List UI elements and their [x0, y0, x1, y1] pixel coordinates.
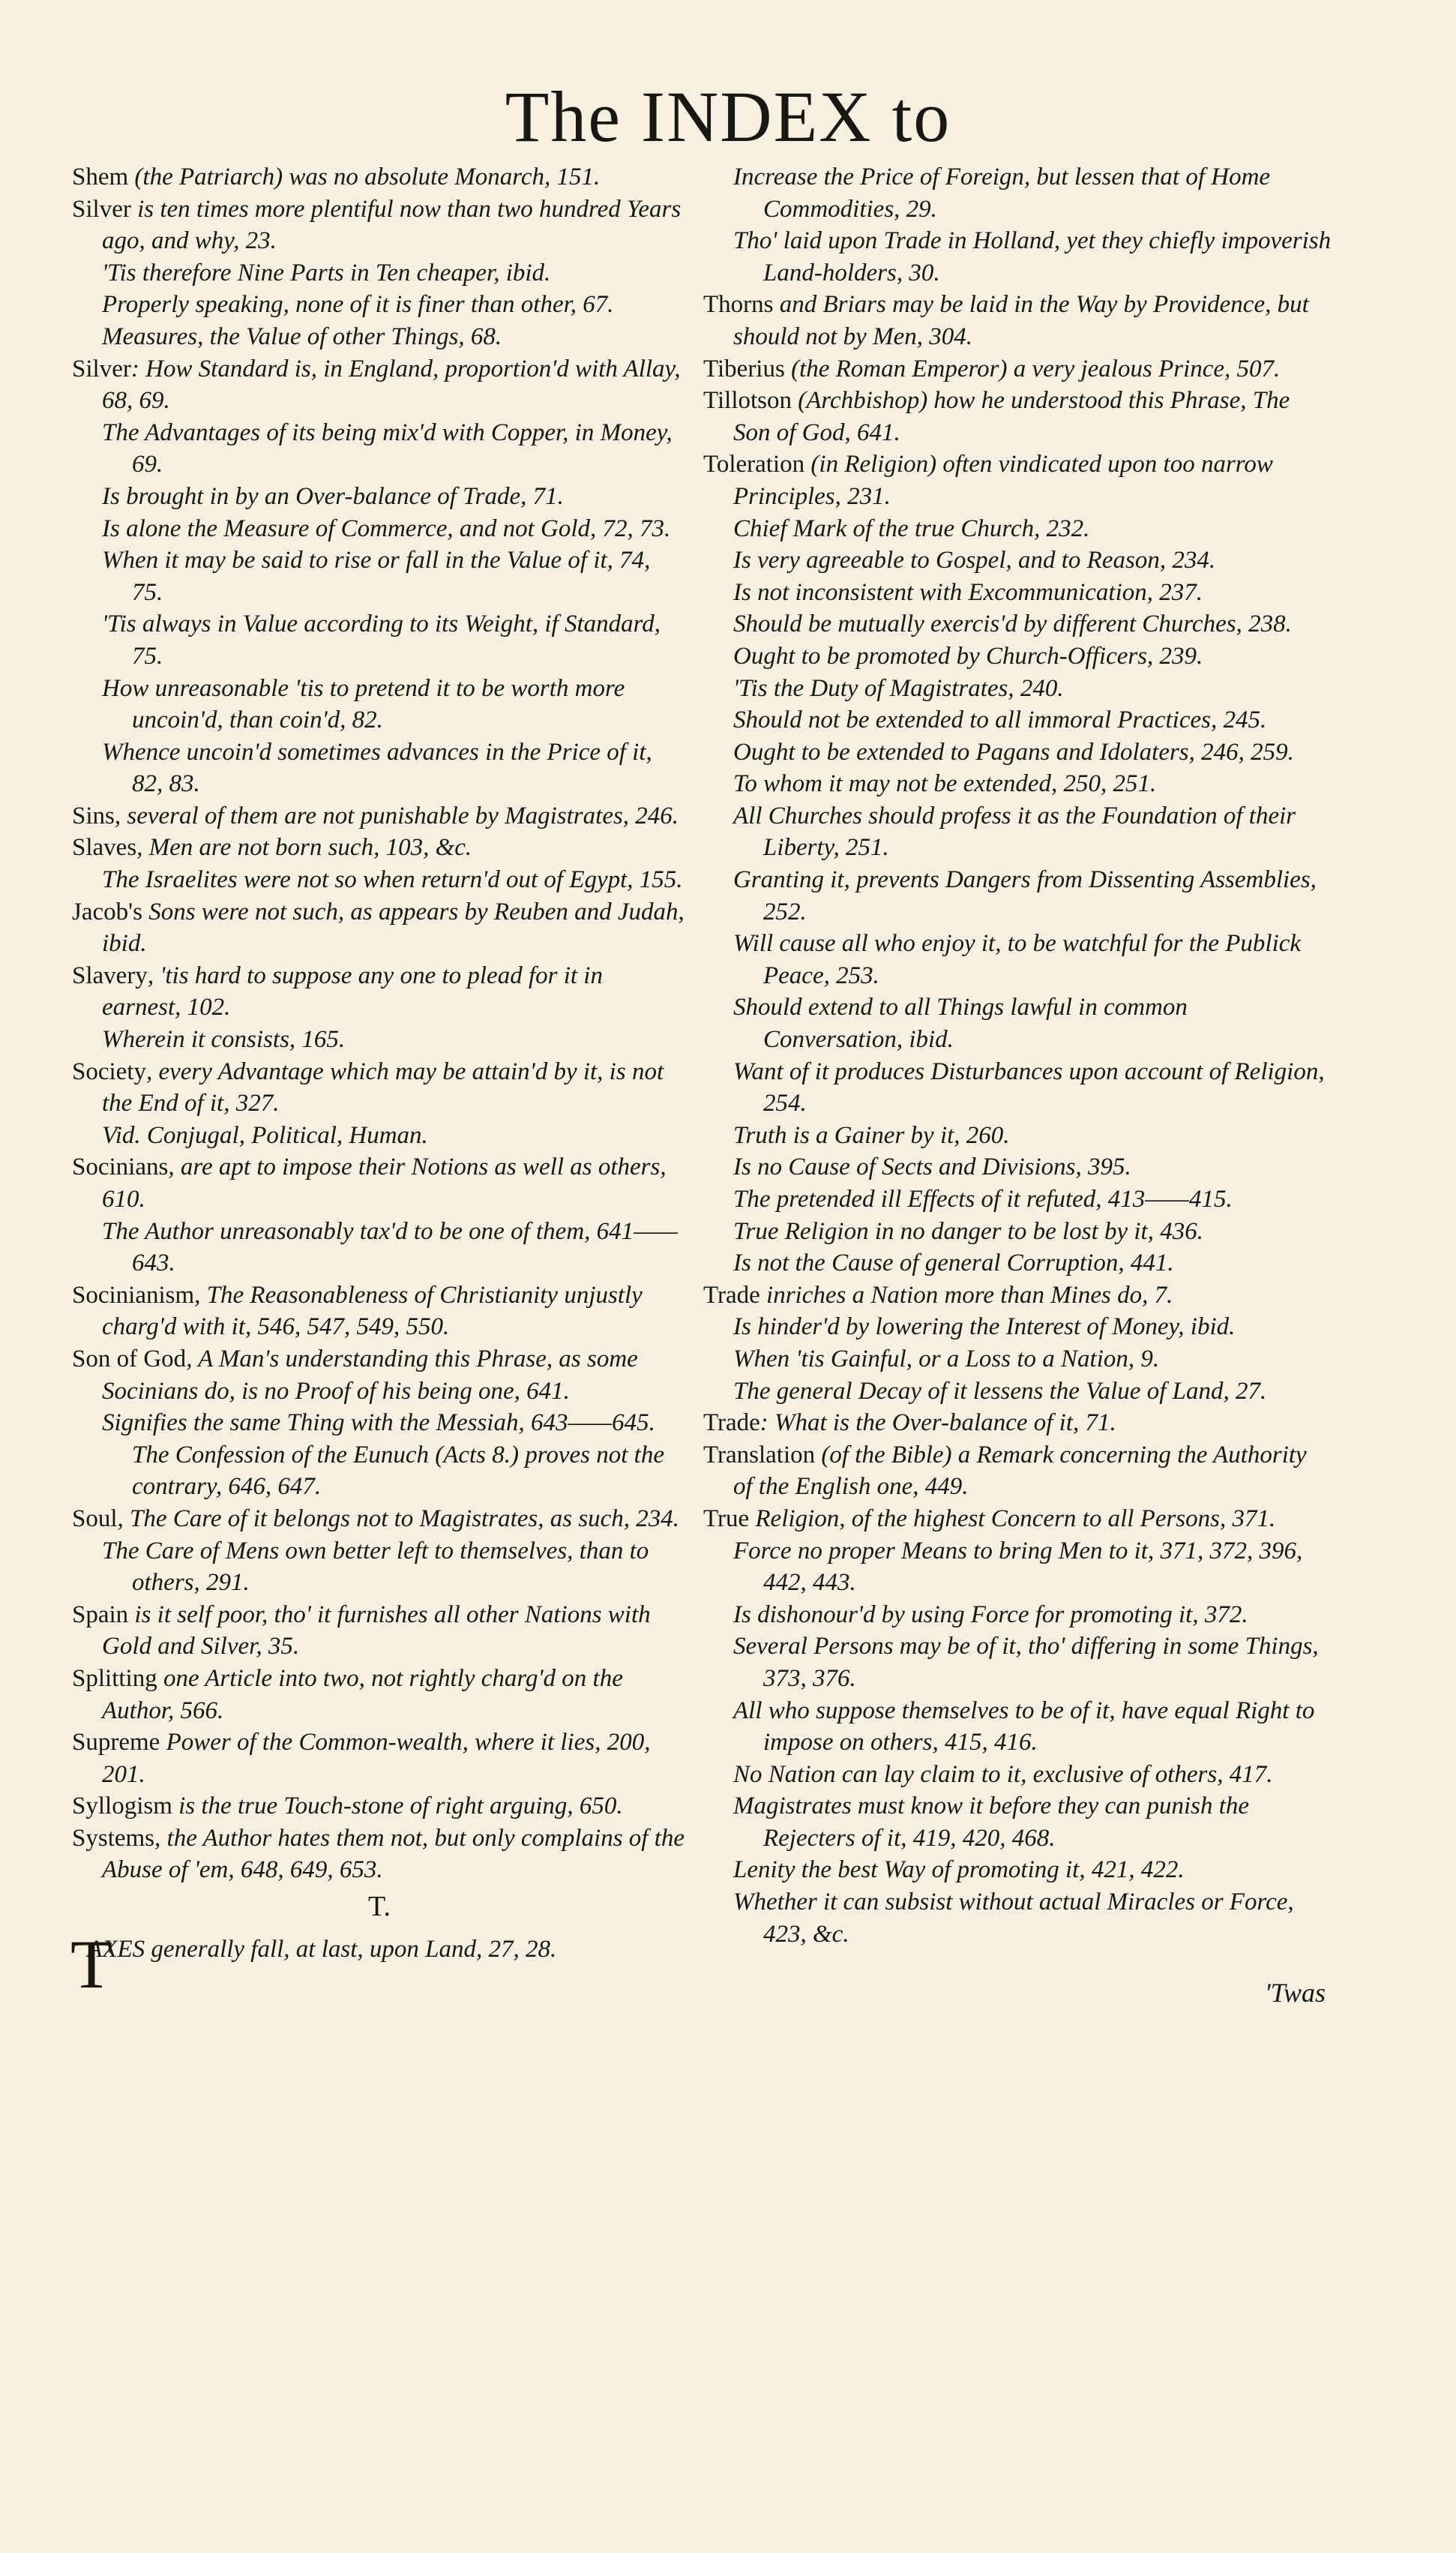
index-entry: [72, 353, 687, 417]
right-entries: [703, 161, 1332, 1950]
index-subentry: When 'tis Gainful, or a Loss to a Nation, 9.: [733, 1345, 1160, 1372]
entry-headword: Supreme: [72, 1729, 160, 1756]
index-subentry: Is not inconsistent with Excommunication, 237.: [733, 578, 1203, 606]
index-entry: [703, 448, 1332, 512]
section-letter-t: T.: [368, 1891, 391, 1923]
index-subentry: Is no Cause of Sects and Divisions, 395.: [733, 1154, 1131, 1181]
left-column: [70, 161, 687, 2002]
index-subentry: Is not the Cause of general Corruption, 441.: [733, 1250, 1174, 1277]
index-subentry: Signifies the same Thing with the Messiah, 643——645. The Confession of the Eunuch (Acts 8.) proves not the contrary, 646, 647.: [102, 1409, 664, 1501]
entry-text: (Archbishop) how he understood this Phrase, The Son of God, 641.: [733, 387, 1290, 446]
index-subentry: All who suppose themselves to be of it, have equal Right to impose on others, 415, 416.: [733, 1696, 1315, 1756]
index-subentry: The Israelites were not so when return'd out of Egypt, 155.: [102, 866, 683, 894]
index-subentry: True Religion in no danger to be lost by it, 436.: [733, 1217, 1203, 1245]
index-subentry: Truth is a Gainer by it, 260.: [733, 1121, 1010, 1149]
entry-text: (the Patriarch) was no absolute Monarch, 151.: [128, 164, 601, 190]
entry-headword: Tillotson: [703, 387, 792, 415]
page-title: The INDEX to: [505, 76, 951, 157]
entry-headword: Splitting: [72, 1664, 157, 1692]
index-subentry: Measures, the Value of other Things, 68.: [102, 322, 502, 350]
entry-headword: Trade: [703, 1281, 760, 1309]
entry-headword: Syllogism: [72, 1792, 172, 1820]
index-subentry: Will cause all who enjoy it, to be watchful for the Publick Peace, 253.: [733, 930, 1302, 989]
left-entries: [72, 161, 687, 1886]
entry-text: , are apt to impose their Notions as well as others, 610.: [102, 1154, 667, 1213]
entry-headword: Trade: [703, 1409, 760, 1437]
entry-text: is the true Touch-stone of right arguing, 650.: [172, 1792, 623, 1820]
index-entry: [72, 1790, 687, 1822]
entry-text: one Article into two, not rightly charg'd on the Author, 566.: [102, 1664, 623, 1724]
index-subentry: Increase the Price of Foreign, but lessen that of Home Commodities, 29.: [733, 164, 1271, 223]
index-entry: [72, 1822, 687, 1886]
index-entry: [72, 1343, 687, 1407]
index-subentry: Chief Mark of the true Church, 232.: [733, 514, 1090, 542]
index-subentry: The Care of Mens own better left to themselves, than to others, 291.: [102, 1537, 649, 1597]
index-subentry: When it may be said to rise or fall in the Value of it, 74, 75.: [102, 547, 651, 606]
taxes-entry-text: AXES generally fall, at last, upon Land, 27, 28.: [87, 1935, 557, 1963]
entry-headword: Translation: [703, 1441, 816, 1468]
entry-headword: Tiberius: [703, 355, 785, 382]
entry-text: , every Advantage which may be attain'd by it, is not the End of it, 327.: [102, 1058, 664, 1118]
entry-text: Sons were not such, as appears by Reuben and Judah, ibid.: [102, 898, 685, 958]
index-subentry: To whom it may not be extended, 250, 251.: [733, 770, 1157, 798]
index-subentry: Is hinder'd by lowering the Interest of Money, ibid.: [733, 1313, 1236, 1341]
index-entry: [703, 385, 1332, 448]
index-subentry: Want of it produces Disturbances upon account of Religion, 254.: [733, 1058, 1325, 1118]
index-subentry: Should extend to all Things lawful in common Conversation, ibid.: [733, 994, 1188, 1054]
entry-headword: Jacob's: [72, 898, 142, 926]
entry-text: , Men are not born such, 103, &c.: [136, 834, 472, 862]
index-subentry: 'Tis always in Value according to its Weight, if Standard, 75.: [102, 610, 661, 670]
entry-headword: Slavery: [72, 962, 148, 989]
index-subentry: Should be mutually exercis'd by different Churches, 238.: [733, 610, 1292, 638]
index-subentry: Wherein it consists, 165.: [102, 1026, 346, 1054]
drop-cap: T: [70, 1925, 113, 2002]
index-subentry: Lenity the best Way of promoting it, 421, 422.: [733, 1856, 1185, 1884]
entry-text: Religion, of the highest Concern to all Persons, 371.: [749, 1504, 1276, 1532]
index-entry: [703, 353, 1332, 386]
index-entry: [703, 1407, 1332, 1439]
index-subentry: Ought to be promoted by Church-Officers, 239.: [733, 642, 1203, 670]
index-entry: [703, 1439, 1332, 1503]
index-subentry: Force no proper Means to bring Men to it, 371, 372, 396, 442, 443.: [733, 1537, 1303, 1597]
entry-headword: Society: [72, 1058, 146, 1085]
index-subentry: Whence uncoin'd sometimes advances in the Price of it, 82, 83.: [102, 738, 652, 798]
index-subentry: Is alone the Measure of Commerce, and not Gold, 72, 73.: [102, 514, 671, 542]
index-subentry: 'Tis the Duty of Magistrates, 240.: [733, 674, 1064, 702]
entry-headword: Soul: [72, 1504, 118, 1532]
index-entry: [703, 289, 1332, 352]
entry-headword: Socinianism: [72, 1281, 195, 1309]
index-entry: [72, 1663, 687, 1726]
catchword: 'Twas: [1264, 1978, 1326, 2008]
entry-headword: Systems: [72, 1824, 155, 1852]
entry-text: , The Care of it belongs not to Magistrates, as such, 234.: [117, 1504, 680, 1532]
index-subentry: Is dishonour'd by using Force for promoting it, 372.: [733, 1600, 1248, 1628]
index-subentry: The pretended ill Effects of it refuted, 413——415.: [733, 1186, 1233, 1213]
right-column: [703, 161, 1332, 2009]
index-subentry: Magistrates must know it before they can punish the Rejecters of it, 419, 420, 468.: [733, 1792, 1250, 1852]
index-entry: [72, 1056, 687, 1120]
entry-headword: Spain: [72, 1600, 129, 1628]
entry-text: (the Roman Emperor) a very jealous Prince, 507.: [784, 355, 1281, 382]
entry-text: , The Reasonableness of Christianity unjustly charg'd with it, 546, 547, 549, 550.: [102, 1281, 643, 1341]
entry-headword: True: [703, 1504, 750, 1532]
index-entry: [72, 1726, 687, 1790]
index-entry: [72, 1151, 687, 1215]
entry-headword: Socinians: [72, 1154, 169, 1181]
entry-text: : How Standard is, in England, proportion'd with Allay, 68, 69.: [102, 355, 681, 415]
entry-text: , the Author hates them not, but only complains of the Abuse of 'em, 648, 649, 653.: [102, 1824, 685, 1884]
entry-headword: Toleration: [703, 451, 805, 478]
entry-text: Power of the Common-wealth, where it lies, 200, 201.: [102, 1729, 651, 1788]
index-subentry: Whether it can subsist without actual Miracles or Force, 423, &c.: [733, 1888, 1294, 1948]
index-entry: [72, 1280, 687, 1343]
entry-headword: Slaves: [72, 834, 137, 862]
index-entry: [72, 1503, 687, 1535]
index-subentry: The Advantages of its being mix'd with Copper, in Money, 69.: [102, 418, 673, 478]
index-entry: [72, 896, 687, 960]
entry-text: (of the Bible) a Remark concerning the Authority of the English one, 449.: [733, 1441, 1307, 1501]
index-subentry: Several Persons may be of it, tho' differing in some Things, 373, 376.: [733, 1633, 1319, 1692]
entry-headword: Silver: [72, 195, 131, 223]
entry-text: , several of them are not punishable by Magistrates, 246.: [114, 802, 679, 830]
entry-headword: Thorns: [703, 291, 774, 319]
index-entry: [72, 960, 687, 1024]
entry-headword: Sins: [72, 802, 115, 830]
entry-text: inriches a Nation more than Mines do, 7.: [759, 1281, 1173, 1309]
entry-text: is ten times more plentiful now than two hundred Years ago, and why, 23.: [102, 195, 682, 255]
index-subentry: The general Decay of it lessens the Value of Land, 27.: [733, 1377, 1267, 1405]
index-entry: [703, 1280, 1332, 1312]
entry-text: : What is the Over-balance of it, 71.: [759, 1409, 1116, 1437]
entry-headword: Son of God: [72, 1345, 187, 1372]
entry-headword: Shem: [72, 164, 129, 190]
index-subentry: Granting it, prevents Dangers from Dissenting Assemblies, 252.: [733, 866, 1317, 926]
index-subentry: Is very agreeable to Gospel, and to Reason, 234.: [733, 547, 1216, 574]
index-entry: [72, 194, 687, 257]
index-subentry: How unreasonable 'tis to pretend it to be worth more uncoin'd, than coin'd, 82.: [102, 674, 625, 734]
entry-text: and Briars may be laid in the Way by Providence, but should not by Men, 304.: [733, 291, 1309, 350]
taxes-entry: [70, 1925, 687, 2002]
index-subentry: The Author unreasonably tax'd to be one of them, 641——643.: [102, 1217, 678, 1277]
index-subentry: Is brought in by an Over-balance of Trade, 71.: [102, 482, 564, 510]
index-subentry: No Nation can lay claim to it, exclusive of others, 417.: [733, 1760, 1273, 1788]
entry-text: is it self poor, tho' it furnishes all other Nations with Gold and Silver, 35.: [102, 1600, 651, 1660]
index-subentry: 'Tis therefore Nine Parts in Ten cheaper, ibid.: [102, 259, 551, 286]
index-subentry: All Churches should profess it as the Foundation of their Liberty, 251.: [733, 802, 1296, 862]
entry-text: , A Man's understanding this Phrase, as some Socinians do, is no Proof of his being one, 641.: [102, 1345, 638, 1405]
index-subentry: Properly speaking, none of it is finer than other, 67.: [102, 291, 614, 319]
entry-text: , 'tis hard to suppose any one to plead for it in earnest, 102.: [102, 962, 603, 1022]
index-subentry: Ought to be extended to Pagans and Idolaters, 246, 259.: [733, 738, 1294, 766]
index-subentry: Should not be extended to all immoral Practices, 245.: [733, 706, 1267, 734]
entry-text: (in Religion) often vindicated upon too narrow Principles, 231.: [733, 451, 1273, 510]
index-subentry: Vid. Conjugal, Political, Human.: [102, 1121, 428, 1149]
index-entry: [72, 161, 687, 194]
index-entry: [72, 832, 687, 864]
index-entry: [703, 1503, 1332, 1535]
index-entry: [72, 1599, 687, 1663]
index-subentry: Tho' laid upon Trade in Holland, yet they chiefly impoverish Land-holders, 30.: [733, 227, 1332, 286]
entry-headword: Silver: [72, 355, 131, 382]
index-entry: [72, 800, 687, 832]
